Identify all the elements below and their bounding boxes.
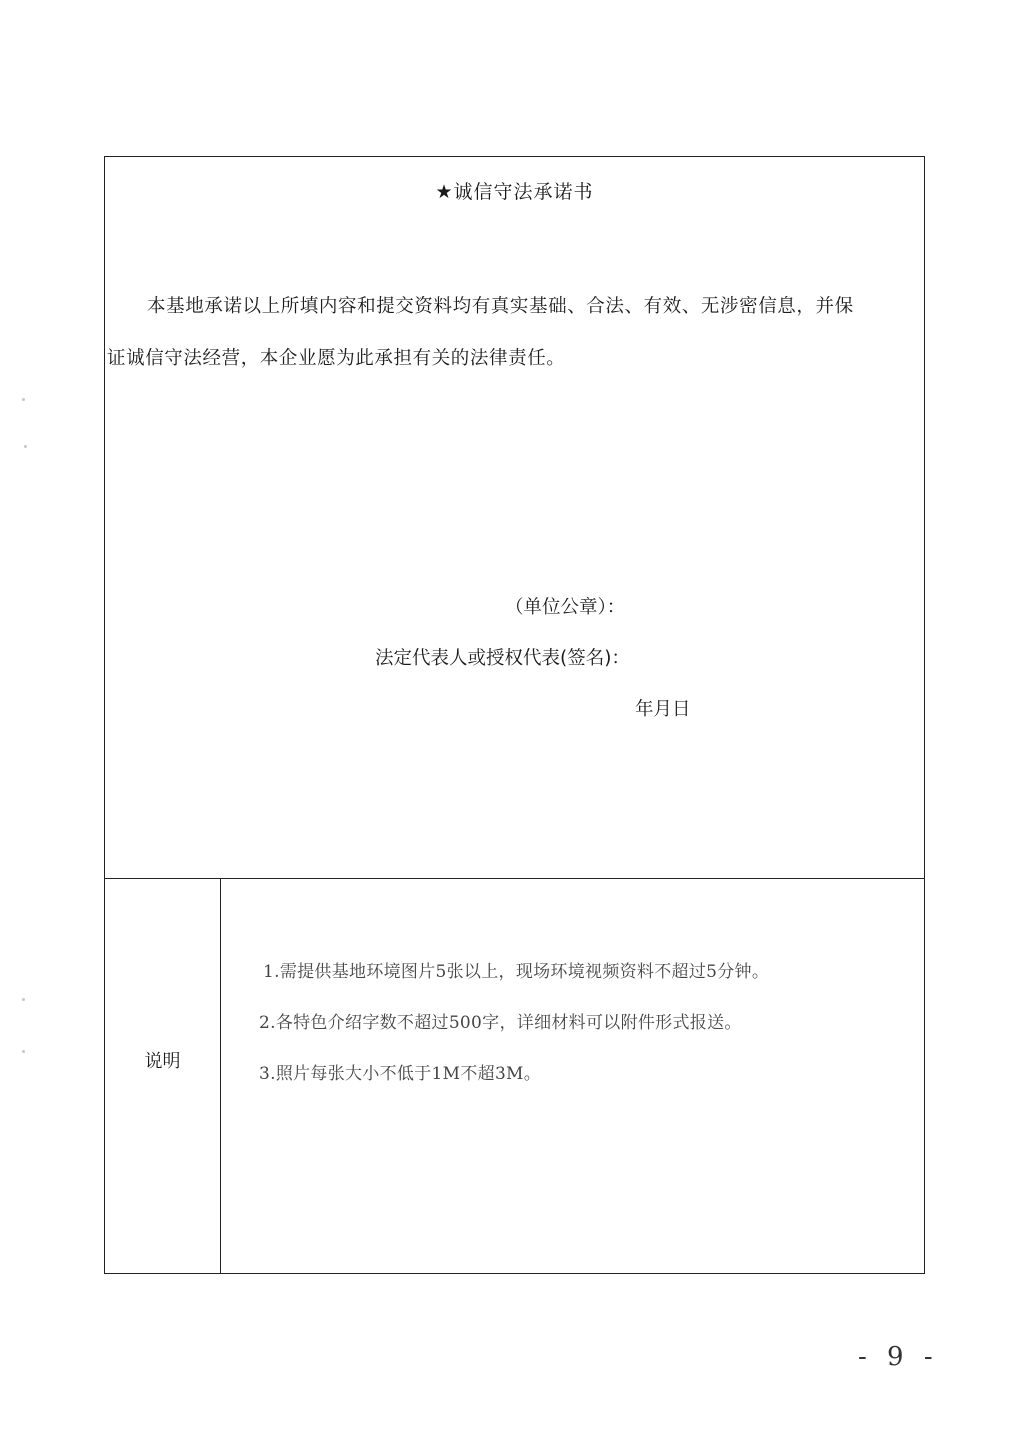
notes-label-cell [105,879,221,1273]
pledge-title: ★诚信守法承诺书 [435,181,594,203]
scan-speck [22,1050,25,1053]
scan-speck [24,445,27,448]
notes-content-cell [221,879,924,1273]
pledge-paragraph [107,281,919,385]
representative-signature-label: 法定代表人或授权代表(签名)： [375,648,630,669]
pledge-paragraph-line-2: 证诚信守法经营，本企业愿为此承担有关的法律责任。 [107,348,566,369]
note-item: 1.需提供基地环境图片5张以上，现场环境视频资料不超过5分钟。 [263,962,770,982]
pledge-section [105,157,924,879]
notes-section [105,879,924,1273]
note-item: 3.照片每张大小不低于1M不超3M。 [259,1064,542,1084]
scan-speck [22,398,25,401]
date-label: 年月日 [635,699,691,720]
page-number: - 9 - [858,1342,939,1372]
company-seal-label: （单位公章）： [505,597,626,618]
note-item: 2.各特色介绍字数不超过500字，详细材料可以附件形式报送。 [259,1013,742,1033]
notes-label: 说明 [144,1051,181,1072]
pledge-paragraph-line-1: 本基地承诺以上所填内容和提交资料均有真实基础、合法、有效、无涉密信息，并保 [147,296,854,317]
scan-speck [22,998,25,1001]
pledge-form-table [104,156,925,1274]
